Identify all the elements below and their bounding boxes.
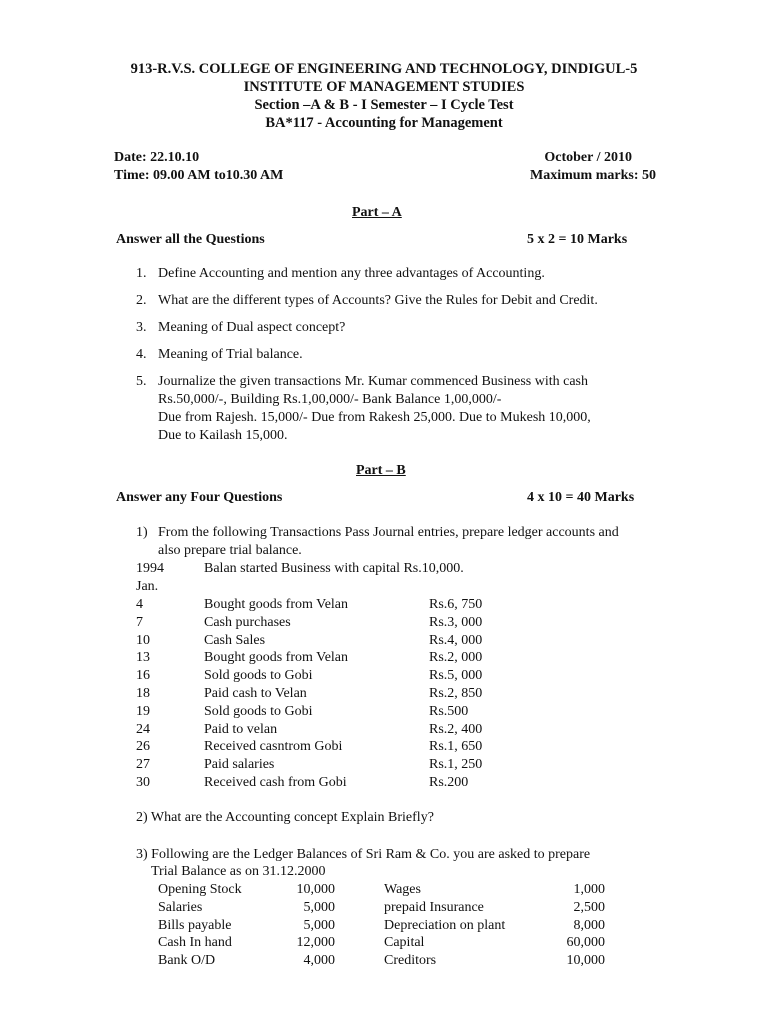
transaction-amount: Rs.4, 000 (429, 632, 483, 648)
question-number: 4. (136, 347, 147, 362)
transaction-description: Received cash from Gobi (204, 775, 347, 790)
ledger-row (0, 952, 768, 970)
question-number: 2. (136, 293, 147, 308)
ledger-amount: 5,000 (303, 899, 335, 915)
ledger-account-name: Capital (384, 935, 425, 951)
transaction-amount: Rs.2, 000 (429, 650, 483, 666)
ledger-amount: 12,000 (296, 935, 335, 951)
ledger-row (0, 881, 768, 899)
ledger-account-name: Depreciation on plant (384, 917, 506, 933)
part-b-marks: 4 x 10 = 40 Marks (527, 490, 635, 505)
transaction-amount: Rs.1, 250 (429, 757, 483, 773)
ledger-row (0, 934, 768, 952)
transaction-day: 4 (136, 597, 143, 612)
transaction-amount: Rs.500 (429, 703, 469, 719)
transaction-day: 24 (136, 721, 150, 737)
transaction-amount: Rs.5, 000 (429, 668, 483, 684)
year-text: Balan started Business with capital Rs.10,000. (204, 561, 464, 576)
transaction-day: 18 (136, 686, 150, 701)
ledger-row (0, 899, 768, 917)
ledger-amount: 10,000 (566, 953, 605, 969)
transaction-day: 26 (136, 739, 150, 755)
transaction-description: Cash Sales (204, 632, 266, 648)
ledger-amount: 2,500 (573, 899, 605, 915)
ledger-account-name: Creditors (384, 953, 437, 969)
ledger-account-name: Bank O/D (158, 953, 216, 969)
part-b-title: Part – B (356, 463, 406, 478)
transaction-description: Bought goods from Velan (204, 597, 349, 612)
institute-name: INSTITUTE OF MANAGEMENT STUDIES (243, 79, 525, 95)
transaction-day: 16 (136, 668, 150, 684)
question-b2: 2) What are the Accounting concept Explain Briefly? (136, 810, 434, 825)
question-b3-line: Trial Balance as on 31.12.2000 (151, 864, 326, 879)
question-number: 3. (136, 320, 147, 335)
ledger-amount: 4,000 (303, 953, 335, 969)
transaction-day: 13 (136, 650, 150, 666)
ledger-account-name: prepaid Insurance (384, 899, 484, 915)
question-number: 1) (136, 525, 148, 540)
course-title: BA*117 - Accounting for Management (265, 115, 503, 131)
ledger-amount: 8,000 (573, 917, 605, 933)
ledger-account-name: Opening Stock (158, 882, 242, 897)
ledger-account-name: Salaries (158, 899, 203, 915)
section-line: Section –A & B - I Semester – I Cycle Test (254, 97, 514, 113)
transaction-day: 19 (136, 703, 150, 719)
part-b-instruction: Answer any Four Questions (116, 490, 283, 505)
ledger-account-name: Wages (384, 882, 421, 897)
ledger-amount: 5,000 (303, 917, 335, 933)
transaction-amount: Rs.6, 750 (429, 597, 483, 612)
transaction-day: 30 (136, 775, 150, 790)
transaction-description: Bought goods from Velan (204, 650, 349, 666)
question-text-line: also prepare trial balance. (158, 543, 302, 558)
question-text: Define Accounting and mention any three advantages of Accounting. (158, 266, 545, 281)
question-text: Meaning of Trial balance. (158, 347, 303, 362)
transaction-day: 27 (136, 757, 150, 773)
question-text-line: Due to Kailash 15,000. (158, 428, 288, 443)
ledger-account-name: Bills payable (158, 917, 232, 933)
exam-month: October / 2010 (544, 150, 632, 165)
ledger-row (0, 917, 768, 935)
transaction-description: Paid to velan (204, 721, 278, 737)
exam-date: Date: 22.10.10 (114, 150, 200, 165)
transaction-day: 10 (136, 632, 150, 648)
transaction-description: Paid cash to Velan (204, 686, 307, 701)
ledger-account-name: Cash In hand (158, 935, 232, 951)
max-marks: Maximum marks: 50 (530, 168, 656, 183)
transaction-amount: Rs.200 (429, 775, 469, 790)
transaction-description: Cash purchases (204, 614, 291, 630)
transaction-amount: Rs.3, 000 (429, 614, 483, 630)
question-text: What are the different types of Accounts? Give the Rules for Debit and Credit. (158, 293, 598, 308)
college-name: 913-R.V.S. COLLEGE OF ENGINEERING AND TECHNOLOGY, DINDIGUL-5 (130, 61, 638, 77)
transaction-description: Received casntrom Gobi (204, 739, 343, 755)
part-a-marks: 5 x 2 = 10 Marks (527, 232, 628, 247)
transaction-amount: Rs.2, 850 (429, 686, 483, 701)
question-text-line: Due from Rajesh. 15,000/- Due from Rakesh 25,000. Due to Mukesh 10,000, (158, 410, 591, 425)
question-text-line: Journalize the given transactions Mr. Kumar commenced Business with cash (158, 374, 589, 389)
exam-time: Time: 09.00 AM to10.30 AM (114, 168, 284, 183)
part-a-instruction: Answer all the Questions (116, 232, 265, 247)
question-number: 5. (136, 374, 147, 389)
question-text-line: Rs.50,000/-, Building Rs.1,00,000/- Bank Balance 1,00,000/- (158, 392, 502, 407)
question-b3-line: 3) Following are the Ledger Balances of Sri Ram & Co. you are asked to prepare (136, 847, 591, 862)
transaction-amount: Rs.1, 650 (429, 739, 483, 755)
question-number: 1. (136, 266, 147, 281)
transaction-day: 7 (136, 614, 143, 630)
part-a-title: Part – A (352, 205, 402, 220)
ledger-amount: 10,000 (296, 882, 335, 897)
transaction-description: Sold goods to Gobi (204, 703, 313, 719)
month: Jan. (136, 579, 159, 594)
year: 1994 (136, 561, 164, 576)
ledger-amount: 1,000 (573, 882, 605, 897)
question-text-line: From the following Transactions Pass Journal entries, prepare ledger accounts and (158, 525, 619, 540)
transaction-description: Paid salaries (204, 757, 275, 773)
ledger-amount: 60,000 (566, 935, 605, 951)
transaction-amount: Rs.2, 400 (429, 721, 483, 737)
transaction-description: Sold goods to Gobi (204, 668, 313, 684)
question-text: Meaning of Dual aspect concept? (158, 320, 346, 335)
